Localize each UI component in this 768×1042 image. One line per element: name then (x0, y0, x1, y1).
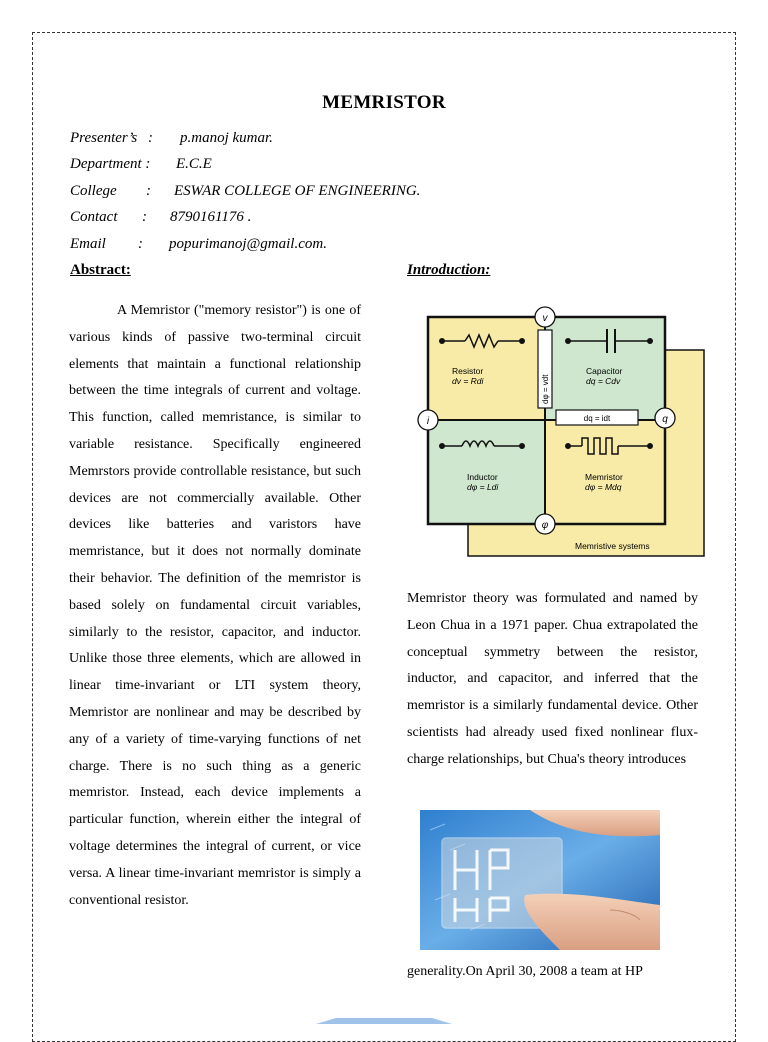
inductor-equation: dφ = Ldi (467, 482, 499, 492)
abstract-heading: Abstract: (70, 262, 131, 278)
memristor-chip-photo (420, 810, 660, 950)
resistor-quadrant (428, 317, 545, 420)
memristor-equation: dφ = Mdq (585, 482, 622, 492)
info-value: popurimanoj@gmail.com. (169, 236, 327, 252)
info-separator: : (148, 130, 153, 146)
info-label: Department : (70, 156, 151, 172)
inductor-label: Inductor (467, 472, 498, 482)
charge-relation-label: dq = idt (583, 414, 611, 423)
info-value: ESWAR COLLEGE OF ENGINEERING. (174, 183, 421, 199)
info-label: Presenter’s (70, 130, 138, 146)
info-value: 8790161176 . (170, 209, 252, 225)
node-i-label: i (426, 416, 430, 427)
flux-relation-label: dφ = vdt (541, 374, 550, 404)
document-title: MEMRISTOR (322, 92, 446, 113)
resistor-equation: dv = Rdi (452, 376, 484, 386)
memristor-diagram (410, 300, 710, 564)
info-separator: : (138, 236, 143, 252)
introduction-paragraph: Memristor theory was formulated and named by Leon Chua in a 1971 paper. Chua extrapolated the conceptual symmetry between the resistor, inductor, and capacitor, and inferred that the memristor is a similarly fundamental device. Other scientists had already used fixed nonlinear flux-charge relationships, but Chua's theory introduces (407, 591, 698, 767)
memristor-label: Memristor (585, 472, 623, 482)
info-label: Email (70, 236, 106, 252)
node-phi-label: φ (541, 520, 549, 531)
resistor-label: Resistor (452, 366, 484, 376)
info-value: E.C.E (176, 156, 212, 172)
memristive-systems-caption: Memristive systems (575, 541, 650, 551)
info-separator: : (146, 183, 151, 199)
capacitor-label: Capacitor (586, 366, 623, 376)
node-v-label: v (542, 313, 548, 324)
introduction-continued: generality.On April 30, 2008 a team at HP (407, 964, 643, 979)
introduction-heading: Introduction: (407, 262, 491, 278)
node-q-label: q (662, 414, 668, 425)
info-label: Contact (70, 209, 118, 225)
abstract-paragraph: A Memristor ("memory resistor") is one of various kinds of passive two-terminal circuit elements that maintain a functional relationship between the time integrals of current and voltage. This function, called memristance, is similar to variable resistance. Specifically engineered Memrstors provide controllable resistance, but such devices are not commercially available. Other devices like batteries and varistors have memristance, but it does not normally dominate their behavior. The definition of the memristor is based solely on fundamental circuit variables, similarly to the resistor, capacitor, and inductor. Unlike those three elements, which are allowed in linear time-invariant or LTI system theory, Memristor are nonlinear and may be described by any of a variety of time-varying functions of net charge. There is no such thing as a generic memristor. Instead, each device implements a particular function, wherein either the integral of voltage determines the integral of current, or vice versa. A linear time-invariant memristor is simply a conventional resistor. (69, 303, 361, 908)
info-separator: : (142, 209, 147, 225)
info-value: p.manoj kumar. (180, 130, 273, 146)
capacitor-equation: dq = Cdv (586, 376, 621, 386)
info-label: College (70, 183, 117, 199)
next-figure-edge (316, 1018, 452, 1024)
